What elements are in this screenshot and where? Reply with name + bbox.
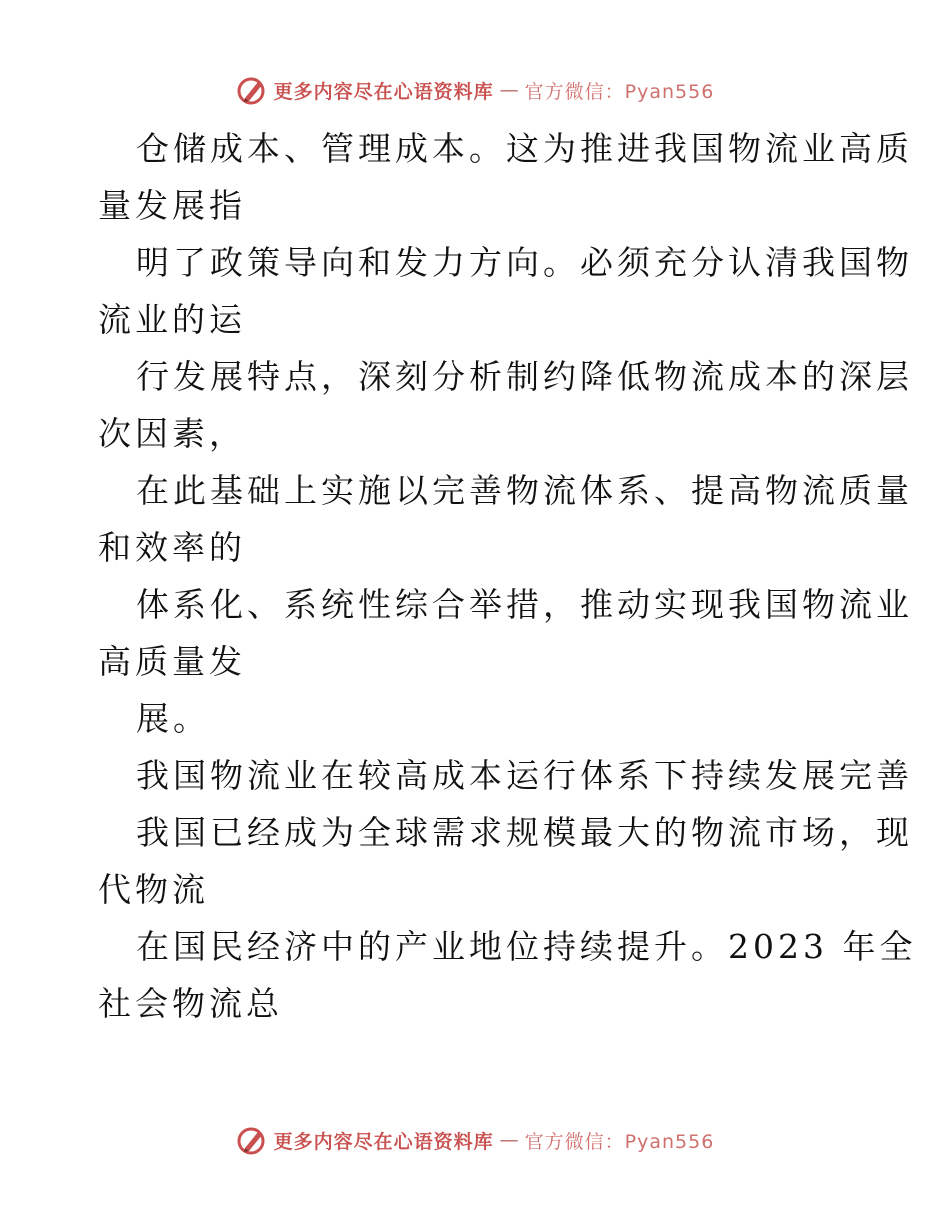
- paragraph: [98, 576, 913, 690]
- pen-circle-logo-icon: [236, 74, 268, 106]
- paragraph-first-line: 行发展特点，深刻分析制约降低物流成本的深层: [136, 357, 913, 396]
- paragraph: [98, 804, 913, 918]
- paragraph-continuation: 流业的运: [98, 300, 246, 339]
- paragraph-continuation: 社会物流总: [98, 984, 283, 1023]
- paragraph-first-line: 明了政策导向和发力方向。必须充分认清我国物: [136, 243, 913, 282]
- paragraph: [98, 462, 913, 576]
- paragraph: [98, 690, 858, 747]
- watermark-main-text: 更多内容尽在心语资料库: [273, 80, 494, 103]
- pen-circle-logo-icon: [236, 1124, 268, 1156]
- paragraph-first-line: 我国已经成为全球需求规模最大的物流市场，现: [136, 813, 913, 852]
- watermark-contact-text: 官方微信：Pyan556: [524, 80, 715, 103]
- section-heading-line: [98, 747, 913, 804]
- watermark-contact-text: 官方微信：Pyan556: [524, 1130, 715, 1153]
- document-body: [98, 120, 917, 1032]
- watermark-separator: —: [499, 79, 519, 101]
- paragraph-continuation: 和效率的: [98, 528, 246, 567]
- paragraph-first-line: 展。: [136, 699, 210, 738]
- paragraph-continuation: 高质量发: [98, 642, 246, 681]
- paragraph-first-line: 仓储成本、管理成本。这为推进我国物流业高质: [136, 129, 913, 168]
- watermark-main-text: 更多内容尽在心语资料库: [273, 1130, 494, 1153]
- paragraph-continuation: 量发展指: [98, 186, 246, 225]
- paragraph-first-line: 在国民经济中的产业地位持续提升。2023 年全: [136, 927, 917, 966]
- paragraph-first-line: 在此基础上实施以完善物流体系、提高物流质量: [136, 471, 913, 510]
- footer-watermark: [0, 1122, 950, 1158]
- paragraph: [98, 348, 913, 462]
- paragraph-continuation: 代物流: [98, 870, 209, 909]
- watermark-separator: —: [499, 1129, 519, 1151]
- paragraph-first-line: 我国物流业在较高成本运行体系下持续发展完善: [136, 756, 913, 795]
- paragraph-continuation: 次因素，: [98, 414, 246, 453]
- paragraph: [98, 918, 917, 1032]
- header-watermark: [0, 72, 950, 108]
- paragraph: [98, 120, 913, 234]
- paragraph: [98, 234, 913, 348]
- paragraph-first-line: 体系化、系统性综合举措，推动实现我国物流业: [136, 585, 913, 624]
